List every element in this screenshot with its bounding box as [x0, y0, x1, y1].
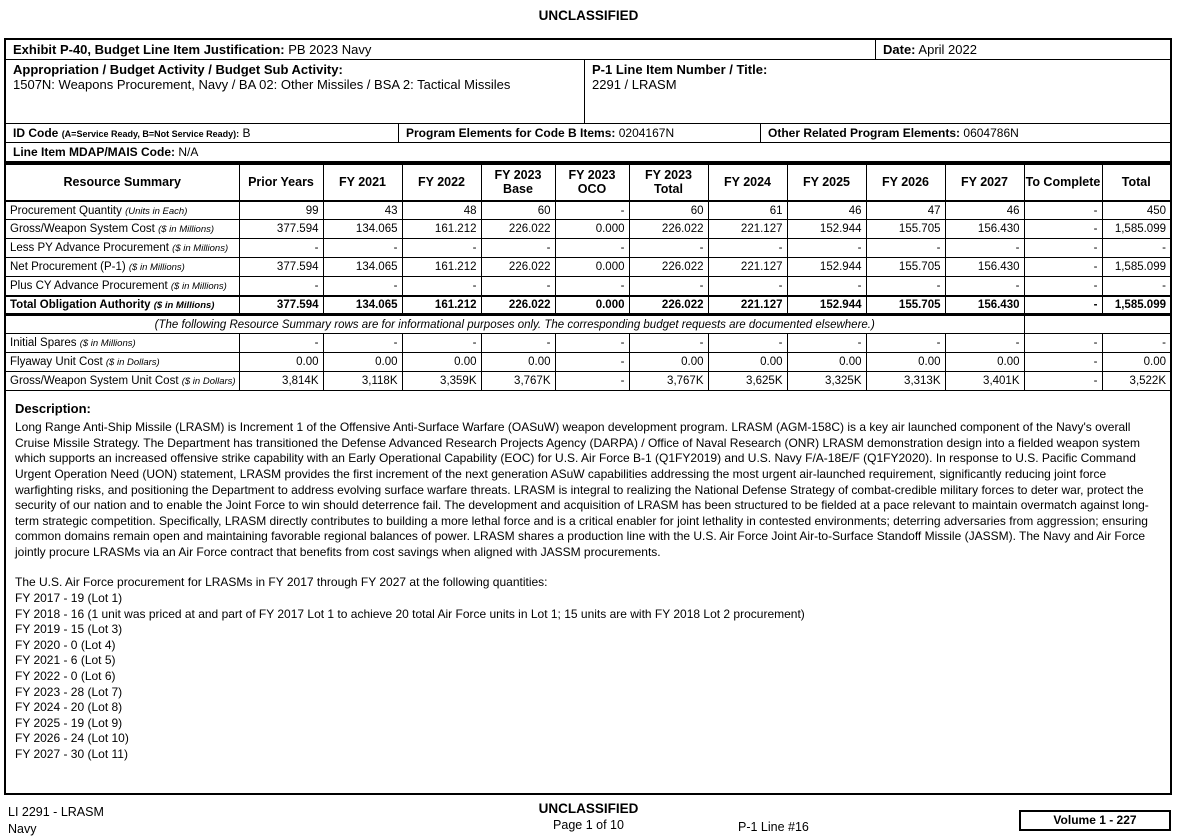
value-cell: 377.594 [239, 220, 323, 239]
row-label-text: Procurement Quantity [10, 204, 122, 217]
row-label-text: Less PY Advance Procurement [10, 242, 169, 255]
value-cell: - [555, 353, 629, 372]
value-cell: - [866, 334, 945, 353]
row-label [6, 277, 239, 296]
value-cell: - [1024, 353, 1102, 372]
id-code-label: ID Code [13, 126, 59, 140]
value-cell: - [402, 239, 481, 258]
value-cell: - [323, 277, 402, 296]
row-unit-text: (Units in Each) [125, 205, 188, 217]
value-cell: 1,585.099 [1102, 296, 1170, 315]
value-cell: - [708, 277, 787, 296]
value-cell: - [555, 334, 629, 353]
value-cell: 3,767K [629, 372, 708, 391]
row-unit-text: ($ in Dollars) [105, 357, 160, 369]
row-label [6, 239, 239, 258]
mdap-cell [6, 143, 1170, 161]
id-code-note: (A=Service Ready, B=Not Service Ready): [61, 129, 240, 139]
program-elements-label: Program Elements for Code B Items: [406, 126, 616, 140]
quantity-line: FY 2022 - 0 (Lot 6) [15, 669, 116, 684]
quantity-line: FY 2019 - 15 (Lot 3) [15, 622, 123, 637]
volume-badge: Volume 1 - 227 [1019, 810, 1171, 831]
value-cell: - [1024, 239, 1102, 258]
value-cell: - [787, 239, 866, 258]
value-cell: - [708, 334, 787, 353]
column-header: Prior Years [239, 164, 323, 201]
quantities-intro: The U.S. Air Force procurement for LRASMs in FY 2017 through FY 2027 at the following quantities: [15, 575, 548, 590]
value-cell: - [787, 277, 866, 296]
value-cell: 3,118K [323, 372, 402, 391]
value-cell: 226.022 [481, 296, 555, 315]
value-cell: 0.00 [708, 353, 787, 372]
description-title: Description: [15, 401, 91, 417]
row-label-text: Net Procurement (P-1) [10, 261, 126, 274]
row-unit-text: ($ in Millions) [79, 338, 136, 350]
row-unit-text: ($ in Millions) [153, 300, 215, 311]
table-row [6, 372, 1170, 391]
row-unit-text: ($ in Millions) [170, 281, 227, 292]
id-code-value: B [242, 126, 251, 140]
value-cell: 161.212 [402, 258, 481, 277]
value-cell: 99 [239, 201, 323, 220]
row-label [6, 220, 239, 239]
description-section [6, 391, 1170, 762]
value-cell: 134.065 [323, 296, 402, 315]
other-program-elements-label: Other Related Program Elements: [768, 126, 961, 140]
column-header: To Complete [1024, 164, 1102, 201]
program-elements-value: 0204167N [618, 126, 675, 140]
value-cell: 226.022 [481, 258, 555, 277]
value-cell: - [402, 277, 481, 296]
table-row [6, 334, 1170, 353]
id-code-cell [6, 124, 398, 142]
value-cell: 0.00 [1102, 353, 1170, 372]
value-cell: 46 [945, 201, 1024, 220]
value-cell: - [555, 201, 629, 220]
quantity-line: FY 2023 - 28 (Lot 7) [15, 684, 123, 699]
value-cell: 450 [1102, 201, 1170, 220]
value-cell: 226.022 [629, 296, 708, 315]
value-cell: - [866, 277, 945, 296]
mdap-value: N/A [178, 145, 199, 159]
value-cell: 47 [866, 201, 945, 220]
quantity-line: FY 2018 - 16 (1 unit was priced at and part of FY 2017 Lot 1 to achieve 20 total Air Force units in Lot 1; 15 units are with FY 2018 Lot 2 procurement) [15, 606, 805, 621]
value-cell: 3,767K [481, 372, 555, 391]
quantities-list [15, 591, 1161, 763]
quantity-line: FY 2017 - 19 (Lot 1) [15, 591, 123, 606]
date-label: Date: [883, 42, 916, 57]
value-cell: - [787, 334, 866, 353]
value-cell: - [1024, 258, 1102, 277]
value-cell: 156.430 [945, 258, 1024, 277]
value-cell: 377.594 [239, 296, 323, 315]
column-header: FY 2026 [866, 164, 945, 201]
value-cell: - [1024, 296, 1102, 315]
table-row [6, 258, 1170, 277]
row-label-text: Gross/Weapon System Unit Cost [10, 375, 179, 388]
value-cell: 0.00 [866, 353, 945, 372]
quantity-line: FY 2025 - 19 (Lot 9) [15, 715, 123, 730]
value-cell: - [629, 277, 708, 296]
value-cell: 152.944 [787, 220, 866, 239]
p1-line-item-label: P-1 Line Item Number / Title: [592, 62, 768, 77]
column-header: Total [1102, 164, 1170, 201]
value-cell: - [402, 334, 481, 353]
appropriation-cell [6, 60, 584, 123]
page-footer [0, 798, 1177, 838]
value-cell: - [481, 334, 555, 353]
column-header: FY 2025 [787, 164, 866, 201]
quantity-line: FY 2027 - 30 (Lot 11) [15, 747, 128, 762]
value-cell: - [239, 239, 323, 258]
exhibit-document-frame [4, 38, 1172, 795]
other-program-elements-cell [760, 124, 1170, 142]
value-cell: - [866, 239, 945, 258]
value-cell: - [945, 239, 1024, 258]
row-label [6, 201, 239, 220]
id-code-row [6, 124, 1170, 143]
value-cell: 3,625K [708, 372, 787, 391]
column-header: FY 2023 Total [629, 164, 708, 201]
quantity-line: FY 2021 - 6 (Lot 5) [15, 653, 116, 668]
value-cell: 0.00 [402, 353, 481, 372]
exhibit-title-row [6, 40, 1170, 60]
value-cell: 226.022 [629, 220, 708, 239]
program-elements-cell [398, 124, 760, 142]
value-cell: 221.127 [708, 258, 787, 277]
value-cell: 60 [481, 201, 555, 220]
mdap-row [6, 143, 1170, 162]
value-cell: 3,359K [402, 372, 481, 391]
table-note-row [6, 315, 1170, 334]
row-label-text: Total Obligation Authority [10, 299, 151, 311]
row-label-text: Gross/Weapon System Cost [10, 223, 155, 236]
value-cell: 3,814K [239, 372, 323, 391]
resource-summary-table-body [6, 201, 1170, 391]
value-cell: 0.00 [323, 353, 402, 372]
classification-banner-bottom: UNCLASSIFIED [538, 801, 639, 816]
value-cell: - [708, 239, 787, 258]
footer-line-item: LI 2291 - LRASM [8, 805, 104, 819]
row-unit-text: ($ in Millions) [158, 224, 215, 236]
value-cell: 0.00 [239, 353, 323, 372]
value-cell: 134.065 [323, 220, 402, 239]
value-cell: 0.00 [481, 353, 555, 372]
exhibit-title-value: PB 2023 Navy [288, 42, 372, 57]
value-cell: - [629, 334, 708, 353]
value-cell: 0.000 [555, 258, 629, 277]
value-cell: 3,313K [866, 372, 945, 391]
mdap-label: Line Item MDAP/MAIS Code: [13, 145, 176, 159]
p1-line-item-value: 2291 / LRASM [592, 77, 677, 92]
value-cell: 161.212 [402, 220, 481, 239]
value-cell: 152.944 [787, 258, 866, 277]
description-paragraph: Long Range Anti-Ship Missile (LRASM) is Increment 1 of the Offensive Anti-Surface Warfare (OASuW) weapon development program. LRASM (AGM-158C) is a key air launched component of the Navy's overall Cruise Missile Strategy. The Department has transitioned the Defense Advanced Research Projects Agency (DARPA) / Office of Naval Research (ONR) LRASM demonstration design into a fielded weapon system which supports an increased offensive strike capability with an Early Operational Capability (EOC) for U.S. Air Force B-1 (Q1FY2019) and U.S. Navy F/A-18E/F (Q1FY2020). In response to U.S. Pacific Command Urgent Operation Need (UON) statement, LRASM provides the first increment of the next generation ASuW capabilities addressing the most urgent air-launched requirement, significantly reducing joint force warfighting risks, and positioning the Department to address evolving surface warfare threats. LRASM is integral to realizing the National Defense Strategy of combat-credible military forces to deter war, protect the security of our nation and to enable the Joint Force to win should deterrence fail. The development and acquisition of LRASM has been structured to be fielded at a pace relevant to maintain overmatch against long-term strategic competition. Specifically, LRASM directly contributes to building a more lethal force and is a critical enabler for joint lethality in contested environments; deterring adversaries from aggression; ensuring common domains remain open and maintaining favorable regional balances of power. LRASM shares a production line with the U.S. Air Force Joint Air-to-Surface Standoff Missile (JASSM). The Navy and Air Force jointly procure LRASMs via an Air Force contract that benefits from cost savings when aligned with JASSM procurements. [15, 420, 1149, 559]
value-cell: 226.022 [629, 258, 708, 277]
appropriation-row [6, 60, 1170, 124]
value-cell: 155.705 [866, 296, 945, 315]
value-cell: 152.944 [787, 296, 866, 315]
value-cell: - [1024, 201, 1102, 220]
column-header: FY 2023 OCO [555, 164, 629, 201]
value-cell: - [555, 372, 629, 391]
value-cell: 3,522K [1102, 372, 1170, 391]
value-cell: - [1102, 334, 1170, 353]
p1-line-item-cell [584, 60, 1170, 123]
row-label-text: Initial Spares [10, 337, 77, 350]
table-row [6, 239, 1170, 258]
row-unit-text: ($ in Millions) [172, 243, 229, 255]
value-cell: - [1024, 277, 1102, 296]
value-cell: 377.594 [239, 258, 323, 277]
value-cell: 161.212 [402, 296, 481, 315]
value-cell: 3,401K [945, 372, 1024, 391]
value-cell: 155.705 [866, 258, 945, 277]
value-cell: - [239, 277, 323, 296]
value-cell: 221.127 [708, 296, 787, 315]
value-cell: - [481, 277, 555, 296]
value-cell: 61 [708, 201, 787, 220]
row-unit-text: ($ in Dollars) [181, 376, 236, 388]
value-cell: 0.00 [945, 353, 1024, 372]
informational-note-spacer [1024, 315, 1170, 334]
value-cell: 43 [323, 201, 402, 220]
informational-note: (The following Resource Summary rows are for informational purposes only. The corresponding budget requests are documented elsewhere.) [6, 315, 1024, 334]
value-cell: - [1024, 372, 1102, 391]
column-header: FY 2021 [323, 164, 402, 201]
resource-summary-table [6, 162, 1170, 391]
row-label [6, 372, 239, 391]
date-value: April 2022 [918, 42, 977, 57]
value-cell: 0.00 [787, 353, 866, 372]
value-cell: - [323, 239, 402, 258]
column-header: Resource Summary [6, 164, 239, 201]
table-row [6, 296, 1170, 315]
value-cell: - [629, 239, 708, 258]
value-cell: 1,585.099 [1102, 220, 1170, 239]
footer-p1-line: P-1 Line #16 [738, 820, 809, 834]
row-label [6, 353, 239, 372]
exhibit-title-cell [6, 40, 875, 59]
value-cell: 0.000 [555, 296, 629, 315]
row-label [6, 296, 239, 315]
value-cell: - [1024, 334, 1102, 353]
column-header: FY 2022 [402, 164, 481, 201]
row-unit-text: ($ in Millions) [128, 262, 185, 274]
appropriation-label: Appropriation / Budget Activity / Budget Sub Activity: [13, 62, 343, 77]
table-row [6, 201, 1170, 220]
row-label [6, 334, 239, 353]
date-cell [875, 40, 1170, 59]
value-cell: - [945, 334, 1024, 353]
value-cell: 3,325K [787, 372, 866, 391]
value-cell: - [1102, 277, 1170, 296]
resource-summary-table-head [6, 164, 1170, 201]
value-cell: - [555, 239, 629, 258]
value-cell: 156.430 [945, 296, 1024, 315]
table-row [6, 220, 1170, 239]
page-number: Page 1 of 10 [553, 818, 624, 832]
other-program-elements-value: 0604786N [963, 126, 1019, 140]
quantity-line: FY 2020 - 0 (Lot 4) [15, 637, 116, 652]
value-cell: 221.127 [708, 220, 787, 239]
value-cell: 226.022 [481, 220, 555, 239]
row-label-text: Flyaway Unit Cost [10, 356, 103, 369]
value-cell: 48 [402, 201, 481, 220]
value-cell: 156.430 [945, 220, 1024, 239]
value-cell: 60 [629, 201, 708, 220]
value-cell: - [323, 334, 402, 353]
column-header: FY 2027 [945, 164, 1024, 201]
classification-banner-top: UNCLASSIFIED [538, 8, 639, 23]
resource-summary-header-row [6, 164, 1170, 201]
value-cell: 46 [787, 201, 866, 220]
appropriation-value: 1507N: Weapons Procurement, Navy / BA 02: Other Missiles / BSA 2: Tactical Missiles [13, 77, 511, 92]
quantities-block [15, 575, 1161, 762]
value-cell: 0.00 [629, 353, 708, 372]
row-label [6, 258, 239, 277]
quantity-line: FY 2024 - 20 (Lot 8) [15, 700, 123, 715]
row-label-text: Plus CY Advance Procurement [10, 280, 168, 292]
value-cell: - [481, 239, 555, 258]
footer-service: Navy [8, 821, 37, 836]
value-cell: - [1102, 239, 1170, 258]
value-cell: - [239, 334, 323, 353]
column-header: FY 2023 Base [481, 164, 555, 201]
footer-center [0, 801, 1177, 832]
table-row [6, 353, 1170, 372]
quantity-line: FY 2026 - 24 (Lot 10) [15, 731, 129, 746]
table-row [6, 277, 1170, 296]
value-cell: - [555, 277, 629, 296]
exhibit-title-label: Exhibit P-40, Budget Line Item Justification: [13, 42, 285, 57]
value-cell: 0.000 [555, 220, 629, 239]
value-cell: - [1024, 220, 1102, 239]
column-header: FY 2024 [708, 164, 787, 201]
value-cell: 134.065 [323, 258, 402, 277]
value-cell: - [945, 277, 1024, 296]
value-cell: 1,585.099 [1102, 258, 1170, 277]
value-cell: 155.705 [866, 220, 945, 239]
